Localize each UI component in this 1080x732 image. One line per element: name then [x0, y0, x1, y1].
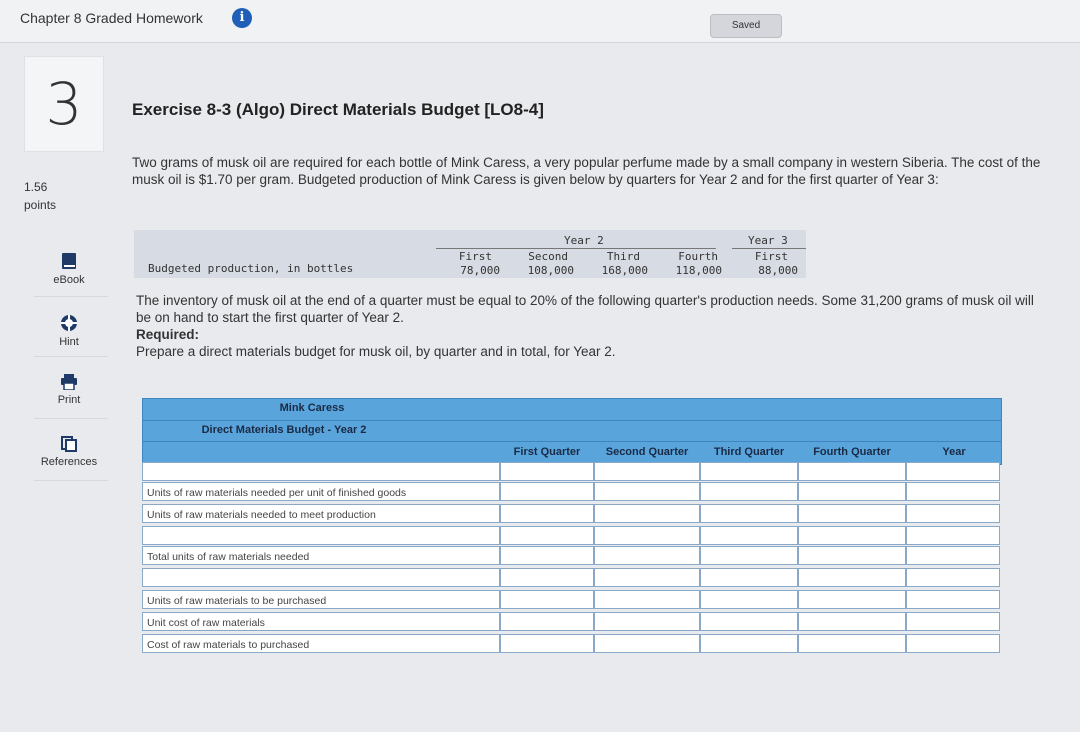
exercise-intro: Two grams of musk oil are required for each bottle of Mink Caress, a very popular perfume made by a small company in western Siberia. The cost of the musk oil is $1.70 per gram. Budgeted production of Mink Caress is given below by quarters for Year 2 and for the first quarter of Year 3:: [132, 155, 1041, 187]
column-header: First Quarter: [513, 446, 581, 458]
sidebar-item-label: Print: [57, 394, 81, 406]
quarter-header: First: [458, 250, 492, 263]
assignment-title: Chapter 8 Graded Homework: [20, 10, 203, 26]
row-label: Units of raw materials needed per unit of finished goods: [147, 487, 407, 499]
amount-input[interactable]: [798, 526, 906, 545]
production-value: 168,000: [601, 264, 648, 277]
row-label-input[interactable]: [142, 634, 500, 653]
table-row: [142, 504, 1000, 524]
amount-input[interactable]: [700, 590, 798, 609]
amount-input[interactable]: [700, 568, 798, 587]
amount-input[interactable]: [906, 590, 1000, 609]
column-header: Second Quarter: [605, 446, 689, 458]
row-label-input[interactable]: [142, 462, 500, 481]
sidebar-item-hint[interactable]: [30, 314, 108, 348]
amount-input[interactable]: [594, 546, 700, 565]
amount-input[interactable]: [500, 462, 594, 481]
amount-input[interactable]: [906, 546, 1000, 565]
amount-input[interactable]: [594, 612, 700, 631]
sidebar-item-label: Hint: [59, 336, 79, 348]
amount-input[interactable]: [906, 504, 1000, 523]
divider: [436, 248, 716, 249]
amount-input[interactable]: [700, 612, 798, 631]
budget-company-header: [142, 398, 1002, 421]
row-label: Cost of raw materials to purchased: [147, 639, 310, 651]
row-label: Units of raw materials needed to meet production: [147, 509, 376, 521]
book-icon: [61, 252, 77, 270]
production-value: 118,000: [675, 264, 722, 277]
instructions: [136, 292, 1036, 360]
amount-input[interactable]: [700, 526, 798, 545]
amount-input[interactable]: [594, 568, 700, 587]
amount-input[interactable]: [798, 482, 906, 501]
table-row: [142, 482, 1000, 502]
column-header: Fourth Quarter: [813, 446, 891, 458]
amount-input[interactable]: [500, 590, 594, 609]
table-row: [142, 612, 1000, 632]
amount-input[interactable]: [906, 462, 1000, 481]
saved-status: Saved: [710, 14, 782, 38]
budget-title: Direct Materials Budget - Year 2: [201, 424, 367, 436]
table-row: [142, 526, 1000, 546]
sidebar-item-label: eBook: [53, 274, 85, 286]
sidebar-item-references[interactable]: [30, 436, 108, 468]
divider: [732, 248, 806, 249]
budget-worksheet: [142, 398, 1000, 662]
amount-input[interactable]: [594, 590, 700, 609]
amount-input[interactable]: [500, 634, 594, 653]
amount-input[interactable]: [906, 526, 1000, 545]
amount-input[interactable]: [798, 504, 906, 523]
required-label: Required:: [136, 327, 200, 342]
amount-input[interactable]: [500, 526, 594, 545]
references-icon: [61, 436, 77, 452]
amount-input[interactable]: [700, 546, 798, 565]
quarter-header: Second: [528, 250, 568, 263]
amount-input[interactable]: [500, 546, 594, 565]
amount-input[interactable]: [798, 634, 906, 653]
budget-title-header: [142, 420, 1002, 442]
divider: [34, 480, 108, 481]
amount-input[interactable]: [798, 612, 906, 631]
row-label-input[interactable]: [142, 504, 500, 523]
points-value: 1.56: [24, 180, 48, 194]
required-text: Prepare a direct materials budget for musk oil, by quarter and in total, for Year 2.: [136, 344, 616, 359]
table-row: [142, 568, 1000, 588]
row-label-input[interactable]: [142, 482, 500, 501]
amount-input[interactable]: [594, 504, 700, 523]
print-icon: [60, 374, 78, 390]
amount-input[interactable]: [700, 482, 798, 501]
amount-input[interactable]: [594, 526, 700, 545]
production-value: 88,000: [758, 264, 798, 277]
amount-input[interactable]: [594, 634, 700, 653]
exercise-title: Exercise 8-3 (Algo) Direct Materials Budget [LO8-4]: [132, 100, 544, 119]
points-info: [24, 178, 56, 214]
amount-input[interactable]: [594, 482, 700, 501]
production-row-label: Budgeted production, in bottles: [148, 262, 354, 275]
row-label-input[interactable]: [142, 590, 500, 609]
table-row: [142, 590, 1000, 610]
amount-input[interactable]: [906, 634, 1000, 653]
amount-input[interactable]: [798, 590, 906, 609]
quarter-header: Third: [606, 250, 640, 263]
inventory-text: The inventory of musk oil at the end of a quarter must be equal to 20% of the following quarter's production needs. Some 31,200 grams of musk oil will be on hand to start the first quarter of Year 2.: [136, 293, 1034, 325]
column-header: Year: [942, 446, 966, 458]
top-bar: [0, 0, 1080, 43]
divider: [34, 356, 108, 357]
production-value: 108,000: [527, 264, 574, 277]
sidebar-item-ebook[interactable]: [30, 252, 108, 286]
info-icon[interactable]: i: [232, 8, 252, 28]
row-label-input[interactable]: [142, 612, 500, 631]
row-label-input[interactable]: [142, 526, 500, 545]
year3-header: Year 3: [748, 234, 788, 247]
sidebar-item-label: References: [40, 456, 98, 468]
budget-company: Mink Caress: [279, 402, 345, 414]
amount-input[interactable]: [700, 634, 798, 653]
question-number: 3: [24, 56, 104, 152]
amount-input[interactable]: [906, 482, 1000, 501]
row-label-input[interactable]: [142, 568, 500, 587]
amount-input[interactable]: [594, 462, 700, 481]
amount-input[interactable]: [798, 546, 906, 565]
amount-input[interactable]: [798, 462, 906, 481]
row-label: Unit cost of raw materials: [147, 617, 265, 629]
quarter-header: Fourth: [678, 250, 718, 263]
amount-input[interactable]: [906, 568, 1000, 587]
table-row: [142, 462, 1000, 482]
amount-input[interactable]: [500, 612, 594, 631]
amount-input[interactable]: [906, 612, 1000, 631]
row-label: Total units of raw materials needed: [147, 551, 310, 563]
column-header: Third Quarter: [713, 446, 785, 458]
amount-input[interactable]: [500, 482, 594, 501]
row-label-input[interactable]: [142, 546, 500, 565]
points-label: points: [24, 198, 57, 212]
table-row: [142, 546, 1000, 566]
production-value: 78,000: [460, 264, 500, 277]
table-row: [142, 634, 1000, 654]
year2-header: Year 2: [564, 234, 604, 247]
divider: [34, 418, 108, 419]
amount-input[interactable]: [500, 504, 594, 523]
amount-input[interactable]: [500, 568, 594, 587]
hint-icon: [60, 314, 78, 332]
amount-input[interactable]: [798, 568, 906, 587]
amount-input[interactable]: [700, 462, 798, 481]
divider: [34, 296, 108, 297]
quarter-header: First: [754, 250, 788, 263]
production-table: [134, 230, 806, 278]
amount-input[interactable]: [700, 504, 798, 523]
row-label: Units of raw materials to be purchased: [147, 595, 327, 607]
